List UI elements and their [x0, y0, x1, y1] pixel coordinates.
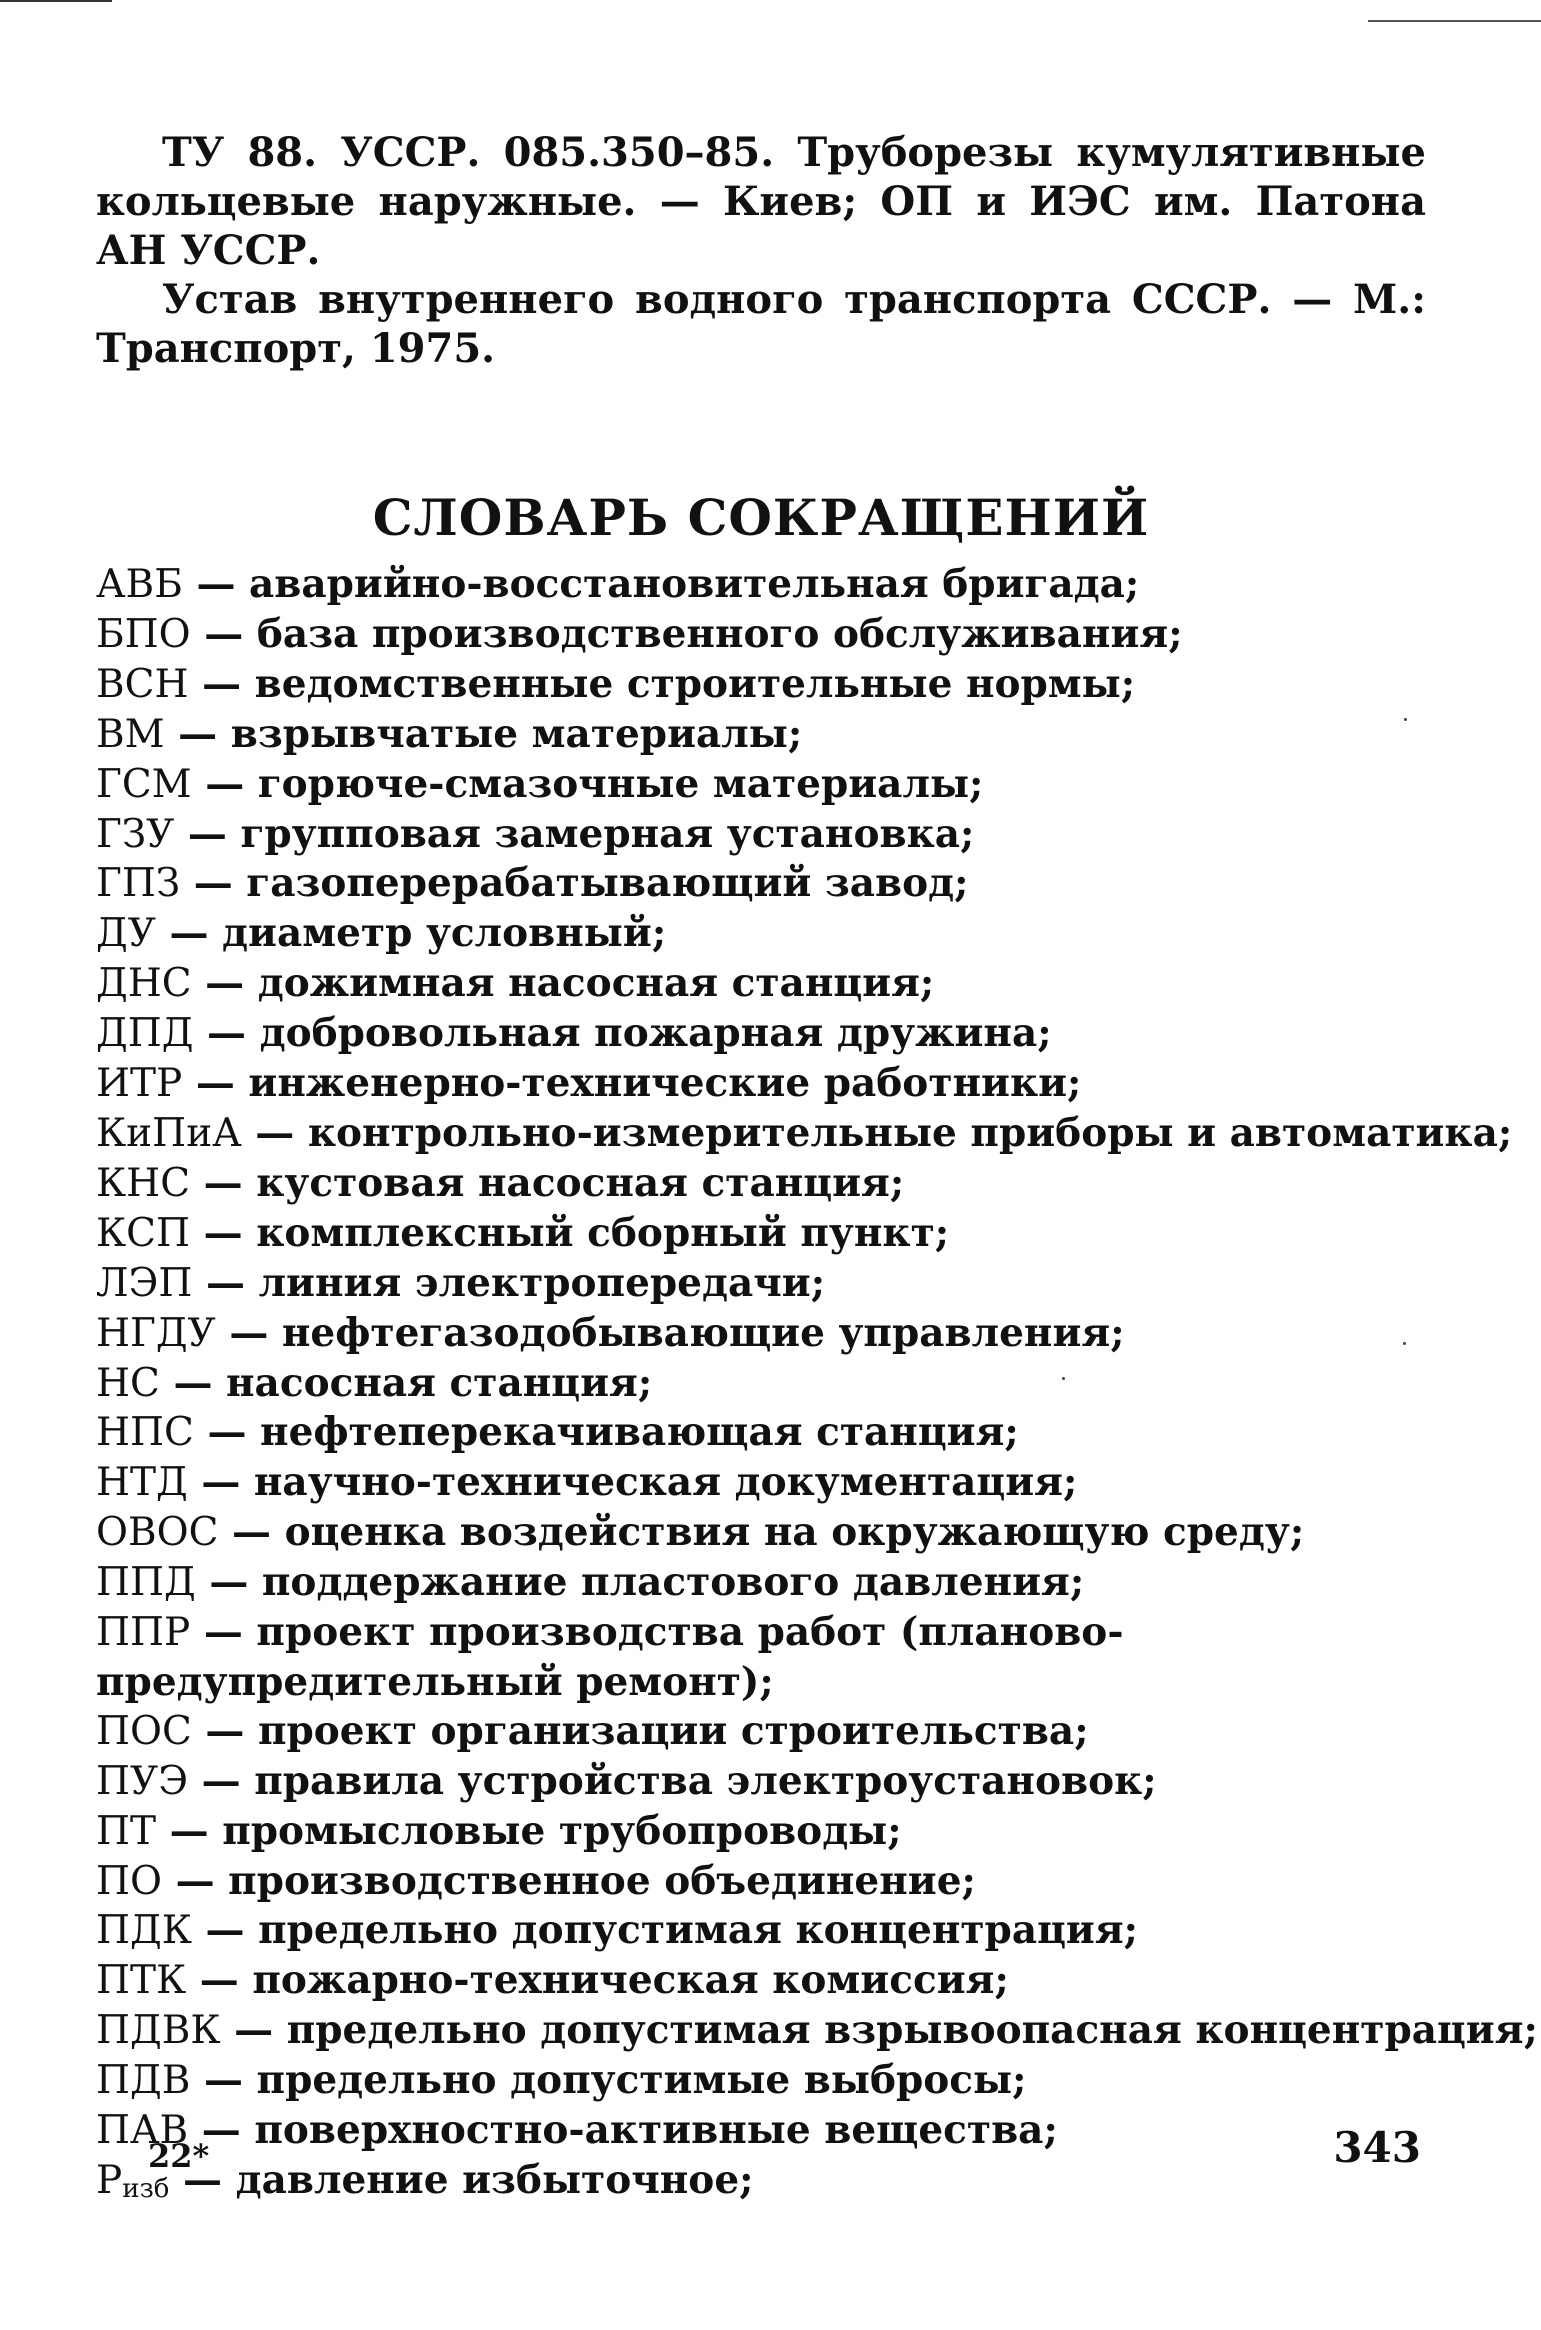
dash: — [169, 910, 209, 957]
print-speck [1404, 718, 1407, 721]
dash: — [178, 710, 218, 757]
abbreviation-term: БПО [96, 611, 191, 657]
dash: — [205, 1907, 245, 1954]
abbreviation-definition: кустовая насосная станция; [256, 1159, 905, 1206]
abbreviation-item [96, 1807, 1456, 1857]
section-title: СЛОВАРЬ СОКРАЩЕНИЙ [372, 487, 1150, 547]
abbreviation-term: ПТК [96, 1958, 187, 2004]
abbreviation-item [96, 1757, 1456, 1807]
reference-item: ТУ 88. УССР. 085.350–85. Труборезы кумулятивные кольцевые наружные. — Киев; ОП и ИЭС им. Патона АН УССР. [96, 129, 1426, 274]
abbreviation-item [96, 909, 1456, 959]
page-number: 343 [1333, 2123, 1421, 2172]
dash: — [175, 1857, 215, 1904]
abbreviation-definition: комплексный сборный пункт; [256, 1209, 950, 1256]
abbreviation-term-base: P [96, 2158, 123, 2203]
abbreviation-list [96, 560, 1538, 2214]
dash: — [203, 1209, 243, 1256]
dash: — [232, 1509, 272, 1556]
dash: — [203, 1609, 243, 1656]
abbreviation-definition: оценка воздействия на окружающую среду; [284, 1509, 1305, 1556]
abbreviation-item [96, 1508, 1456, 1558]
abbreviation-term: ПДВК [96, 2008, 221, 2054]
abbreviation-definition: промысловые трубопроводы; [222, 1807, 902, 1854]
abbreviation-definition: давление избыточное; [235, 2157, 754, 2203]
abbreviation-term: ПТ [96, 1808, 157, 1854]
abbreviation-definition: линия электропередачи; [258, 1259, 826, 1306]
abbreviation-definition: поддержание пластового давления; [261, 1559, 1085, 1606]
abbreviation-item [96, 2056, 1456, 2106]
dash: — [193, 860, 233, 907]
abbreviation-item [96, 1857, 1456, 1907]
references-block [96, 128, 1426, 373]
abbreviation-definition: групповая замерная установка; [240, 810, 975, 857]
abbreviation-item [96, 810, 1456, 860]
dash: — [205, 960, 245, 1007]
dash: — [196, 561, 236, 607]
abbreviation-term: ГПЗ [96, 861, 181, 907]
abbreviation-definition: аварийно-восстановительная бригада; [249, 561, 1140, 607]
dash: — [205, 760, 245, 807]
dash: — [204, 610, 244, 657]
abbreviation-item [96, 1209, 1456, 1259]
abbreviation-definition: контрольно-измерительные приборы и автоматика; [307, 1109, 1513, 1156]
dash: — [205, 1707, 245, 1754]
abbreviation-item [96, 610, 1456, 660]
signature-mark: 22* [148, 2137, 210, 2175]
abbreviation-definition: предельно допустимая концентрация; [258, 1907, 1139, 1954]
abbreviation-definition: нефтегазодобывающие управления; [281, 1309, 1125, 1356]
abbreviation-definition: пожарно-техническая комиссия; [252, 1957, 1009, 2004]
abbreviation-definition: проект организации строительства; [257, 1707, 1089, 1754]
abbreviation-term: НТД [96, 1460, 188, 1506]
abbreviation-item [96, 2156, 1456, 2214]
abbreviation-definition: предельно допустимые выбросы; [256, 2057, 1027, 2104]
abbreviation-term-subscript: изб [122, 2174, 170, 2204]
abbreviation-item [96, 710, 1456, 760]
abbreviation-term: ПОС [96, 1708, 192, 1754]
print-speck [1062, 1377, 1065, 1380]
abbreviation-term: КНС [96, 1160, 191, 1206]
dash: — [229, 1309, 269, 1356]
dash: — [207, 1409, 247, 1456]
abbreviation-term: НГДУ [96, 1310, 216, 1356]
abbreviation-definition: дожимная насосная станция; [257, 960, 935, 1007]
abbreviation-term: ПАВ [96, 2108, 189, 2154]
dash: — [207, 1010, 247, 1057]
dash: — [169, 1807, 209, 1854]
abbreviation-term: ВСН [96, 661, 189, 707]
abbreviation-item [96, 959, 1456, 1009]
abbreviation-term: ДПД [96, 1011, 194, 1057]
abbreviation-item [96, 1906, 1456, 1956]
dash: — [187, 810, 227, 857]
abbreviation-term: КСП [96, 1210, 191, 1256]
abbreviation-item [96, 2106, 1456, 2156]
abbreviation-term: ВМ [96, 711, 165, 757]
abbreviation-item [96, 1109, 1513, 1159]
top-right-rule [1368, 20, 1541, 22]
dash: — [255, 1109, 295, 1156]
abbreviation-item [96, 859, 1456, 909]
abbreviation-item [96, 660, 1456, 710]
abbreviation-definition: горюче-смазочные материалы; [257, 760, 984, 807]
abbreviation-term: ЛЭП [96, 1260, 193, 1306]
abbreviation-definition: предельно допустимая взрывоопасная концентрация; [286, 2007, 1538, 2054]
abbreviation-term: ПДВ [96, 2058, 191, 2104]
abbreviation-definition: поверхностно-активные вещества; [254, 2107, 1058, 2154]
abbreviation-item [96, 1309, 1456, 1359]
dash: — [203, 1159, 243, 1206]
dash: — [203, 2057, 243, 2104]
abbreviation-term: ДУ [96, 911, 156, 957]
top-left-rule [0, 0, 112, 2]
abbreviation-term: ИТР [96, 1061, 183, 1107]
abbreviation-item [96, 1458, 1456, 1508]
abbreviation-definition: научно-техническая документация; [253, 1459, 1078, 1506]
abbreviation-definition: газоперерабатывающий завод; [246, 860, 969, 907]
reference-item: Устав внутреннего водного транспорта СССР. — М.: Транспорт, 1975. [96, 276, 1426, 372]
abbreviation-term: НС [96, 1360, 160, 1406]
abbreviation-item [96, 560, 1456, 610]
abbreviation-definition: нефтеперекачивающая станция; [260, 1409, 1019, 1456]
abbreviation-term: ГСМ [96, 761, 192, 807]
dash: — [234, 2007, 274, 2054]
abbreviation-item [96, 1558, 1456, 1608]
dash: — [209, 1559, 249, 1606]
abbreviation-term: ПУЭ [96, 1758, 189, 1804]
abbreviation-term: ГЗУ [96, 811, 175, 857]
abbreviation-definition: взрывчатые материалы; [230, 710, 803, 757]
abbreviation-definition: производственное объединение; [228, 1857, 976, 1904]
abbreviation-item [96, 2006, 1538, 2056]
abbreviation-term: КиПиА [96, 1110, 242, 1156]
abbreviation-item [96, 1707, 1456, 1757]
abbreviation-term: НПС [96, 1410, 194, 1456]
abbreviation-definition: добровольная пожарная дружина; [259, 1010, 1052, 1057]
abbreviation-item [96, 1259, 1456, 1309]
abbreviation-definition: диаметр условный; [222, 910, 667, 957]
dash: — [195, 1060, 235, 1107]
abbreviation-definition: насосная станция; [226, 1359, 653, 1406]
dash: — [202, 660, 242, 707]
dash: — [199, 1957, 239, 2004]
abbreviation-item [96, 1059, 1456, 1109]
abbreviation-item [96, 1359, 1456, 1409]
abbreviation-item [96, 1956, 1456, 2006]
abbreviation-item [96, 1408, 1456, 1458]
dash: — [201, 2107, 241, 2154]
abbreviation-definition: ведомственные строительные нормы; [254, 660, 1136, 707]
abbreviation-term: ОВОС [96, 1510, 219, 1556]
abbreviation-term: ПО [96, 1858, 162, 1904]
abbreviation-term: ППД [96, 1560, 196, 1606]
abbreviation-definition: проект производства работ (планово-предупредительный ремонт); [96, 1609, 1124, 1705]
abbreviation-item [96, 1159, 1456, 1209]
abbreviation-term: ППР [96, 1610, 191, 1656]
dash: — [205, 1259, 245, 1306]
abbreviation-item [96, 1608, 1456, 1707]
abbreviation-term: ПДК [96, 1908, 192, 1954]
print-speck [1403, 1342, 1406, 1345]
dash: — [173, 1359, 213, 1406]
abbreviation-item [96, 760, 1456, 810]
dash: — [201, 1757, 241, 1804]
abbreviation-definition: правила устройства электроустановок; [254, 1757, 1157, 1804]
abbreviation-definition: инженерно-технические работники; [248, 1060, 1082, 1107]
dash: — [183, 2157, 222, 2203]
abbreviation-term: АВБ [96, 562, 183, 607]
abbreviation-definition: база производственного обслуживания; [256, 610, 1183, 657]
abbreviation-item [96, 1009, 1456, 1059]
dash: — [201, 1459, 241, 1506]
abbreviation-term: ДНС [96, 961, 192, 1007]
